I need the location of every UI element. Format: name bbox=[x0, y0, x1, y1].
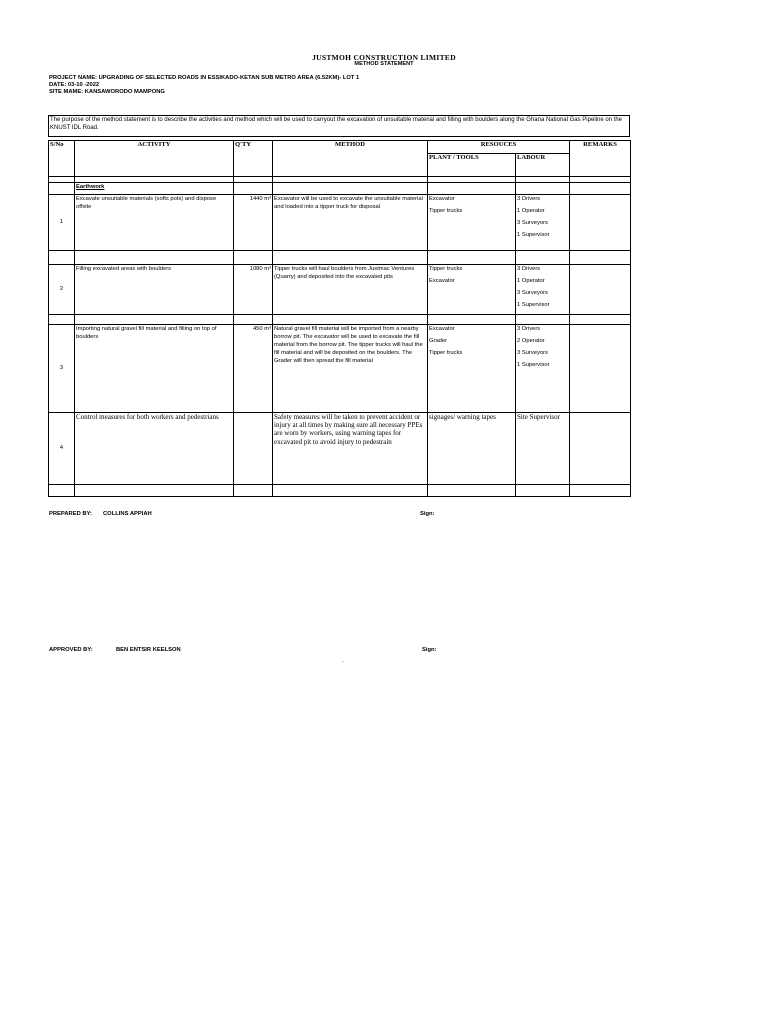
row-sn: 1 bbox=[49, 195, 75, 251]
row-plant-tools bbox=[428, 265, 516, 315]
labour-item: 3 Drivers bbox=[517, 196, 541, 202]
labour-item: 1 Operator bbox=[517, 278, 545, 285]
table-row bbox=[49, 413, 631, 485]
labour-item: 2 Operator bbox=[517, 338, 545, 345]
approved-sign-label: Sign: bbox=[422, 647, 437, 653]
labour-item: 3 Surveyors bbox=[517, 350, 548, 357]
row-activity: Importing natural gravel fill material and filling on top of boulders bbox=[75, 325, 234, 413]
row-labour bbox=[516, 265, 570, 315]
row-plant-tools bbox=[428, 325, 516, 413]
project-name: PROJECT NAME: UPGRADING OF SELECTED ROADS IN ESSIKADO-KETAN SUB METRO AREA (6.52KM)- LOT 1 bbox=[49, 75, 360, 81]
approved-by-name: BEN ENTSIR KEELSON bbox=[116, 647, 181, 653]
plant-item: Grader bbox=[429, 338, 448, 345]
purpose-statement: The purpose of the method statement is to describe the activities and method which will be used to carryout the excavation of unsuitable material and filling with boulders along the Ghana National Gas Pipeline on the KNUST IDL Road. bbox=[48, 115, 630, 137]
row-sn: 3 bbox=[49, 325, 75, 413]
row-labour bbox=[516, 325, 570, 413]
table-row bbox=[49, 265, 631, 315]
labour-item: 1 Supervisor bbox=[517, 232, 550, 239]
method-statement-table bbox=[48, 140, 631, 497]
plant-item: Tipper trucks bbox=[429, 266, 463, 272]
spacer-row bbox=[49, 315, 631, 325]
row-sn: 4 bbox=[49, 413, 75, 485]
plant-item: Tipper trucks bbox=[429, 350, 463, 357]
header-qty: Q'TY bbox=[234, 141, 273, 177]
table-row bbox=[49, 195, 631, 251]
row-qty: 450 m³ bbox=[234, 325, 273, 413]
labour-item: 3 Drivers bbox=[517, 266, 541, 272]
header-method: METHOD bbox=[273, 141, 428, 177]
row-remarks bbox=[570, 195, 631, 251]
section-label-earthwork: Earthwork bbox=[75, 183, 234, 195]
labour-item: 3 Drivers bbox=[517, 326, 541, 332]
row-qty bbox=[234, 413, 273, 485]
labour-item: 3 Surveyors bbox=[517, 290, 548, 297]
header-labour: LABOUR bbox=[516, 154, 570, 177]
table-row bbox=[49, 325, 631, 413]
document-title: METHOD STATEMENT bbox=[354, 61, 414, 67]
row-qty: 1080 m³ bbox=[234, 265, 273, 315]
row-method: Tipper trucks will haul boulders from Justmac Ventures (Quarry) and deposited into the excavated pits bbox=[273, 265, 428, 315]
plant-item: Excavator bbox=[429, 278, 455, 285]
spacer-row bbox=[49, 485, 631, 497]
row-plant-tools bbox=[428, 413, 516, 485]
row-activity: Excavate unsuitable materials (softs pots) and dispose offsite bbox=[75, 195, 234, 251]
labour-item: 1 Supervisor bbox=[517, 302, 550, 309]
document-date: DATE: 03-10 -2022 bbox=[49, 82, 100, 88]
header-remarks: REMARKS bbox=[570, 141, 631, 177]
row-method: Safety measures will be taken to prevent accident or injury at all times by making sure all necessary PPEs are worn by workers, using warning tapes for excavated pit to avoid injury to pedestrain bbox=[273, 413, 428, 485]
company-name: JUSTMOH CONSTRUCTION LIMITED bbox=[312, 53, 456, 62]
approved-by-label: APPROVED BY: bbox=[49, 647, 93, 653]
header-plant-tools: PLANT / TOOLS bbox=[428, 154, 516, 177]
row-method: Excavator will be used to excavate the unsuitable material and loaded into a tipper truck for disposal bbox=[273, 195, 428, 251]
section-row bbox=[49, 183, 631, 195]
header-resources: RESOUCES bbox=[428, 141, 570, 154]
row-activity: Filling excavated areas with boulders bbox=[75, 265, 234, 315]
labour-item: Site Supervisor bbox=[517, 413, 560, 421]
row-labour bbox=[516, 413, 570, 485]
row-remarks bbox=[570, 265, 631, 315]
row-remarks bbox=[570, 325, 631, 413]
labour-item: 1 Supervisor bbox=[517, 362, 550, 369]
plant-item: Tipper trucks bbox=[429, 208, 463, 215]
row-method: Natural gravel fill material will be imported from a nearby borrow pit. The excavator will be used to excavate the fill material from the borrow pit. The tipper trucks will haul the fill material and will be deposited on the boulders. The Grader will then spread the fill material bbox=[273, 325, 428, 413]
row-remarks bbox=[570, 413, 631, 485]
table-header-row bbox=[49, 141, 631, 154]
plant-item: Excavator bbox=[429, 326, 455, 332]
row-labour bbox=[516, 195, 570, 251]
row-sn: 2 bbox=[49, 265, 75, 315]
header-activity: ACTIVITY bbox=[75, 141, 234, 177]
prepared-by-name: COLLINS APPIAH bbox=[103, 511, 152, 517]
row-qty: 1440 m³ bbox=[234, 195, 273, 251]
plant-item: signages/ warning tapes bbox=[429, 413, 496, 421]
stray-dot: . bbox=[342, 658, 344, 664]
row-plant-tools bbox=[428, 195, 516, 251]
labour-item: 3 Surveyors bbox=[517, 220, 548, 227]
header-sn: S/No bbox=[49, 141, 75, 177]
prepared-sign-label: Sign: bbox=[420, 511, 435, 517]
spacer-row bbox=[49, 251, 631, 265]
plant-item: Excavator bbox=[429, 196, 455, 202]
site-name: SITE MAME: KANSAWORODO MAMPONG bbox=[49, 89, 165, 95]
labour-item: 1 Operator bbox=[517, 208, 545, 215]
prepared-by-label: PREPARED BY: bbox=[49, 511, 92, 517]
row-activity: Control measures for both workers and pedestrians bbox=[75, 413, 234, 485]
